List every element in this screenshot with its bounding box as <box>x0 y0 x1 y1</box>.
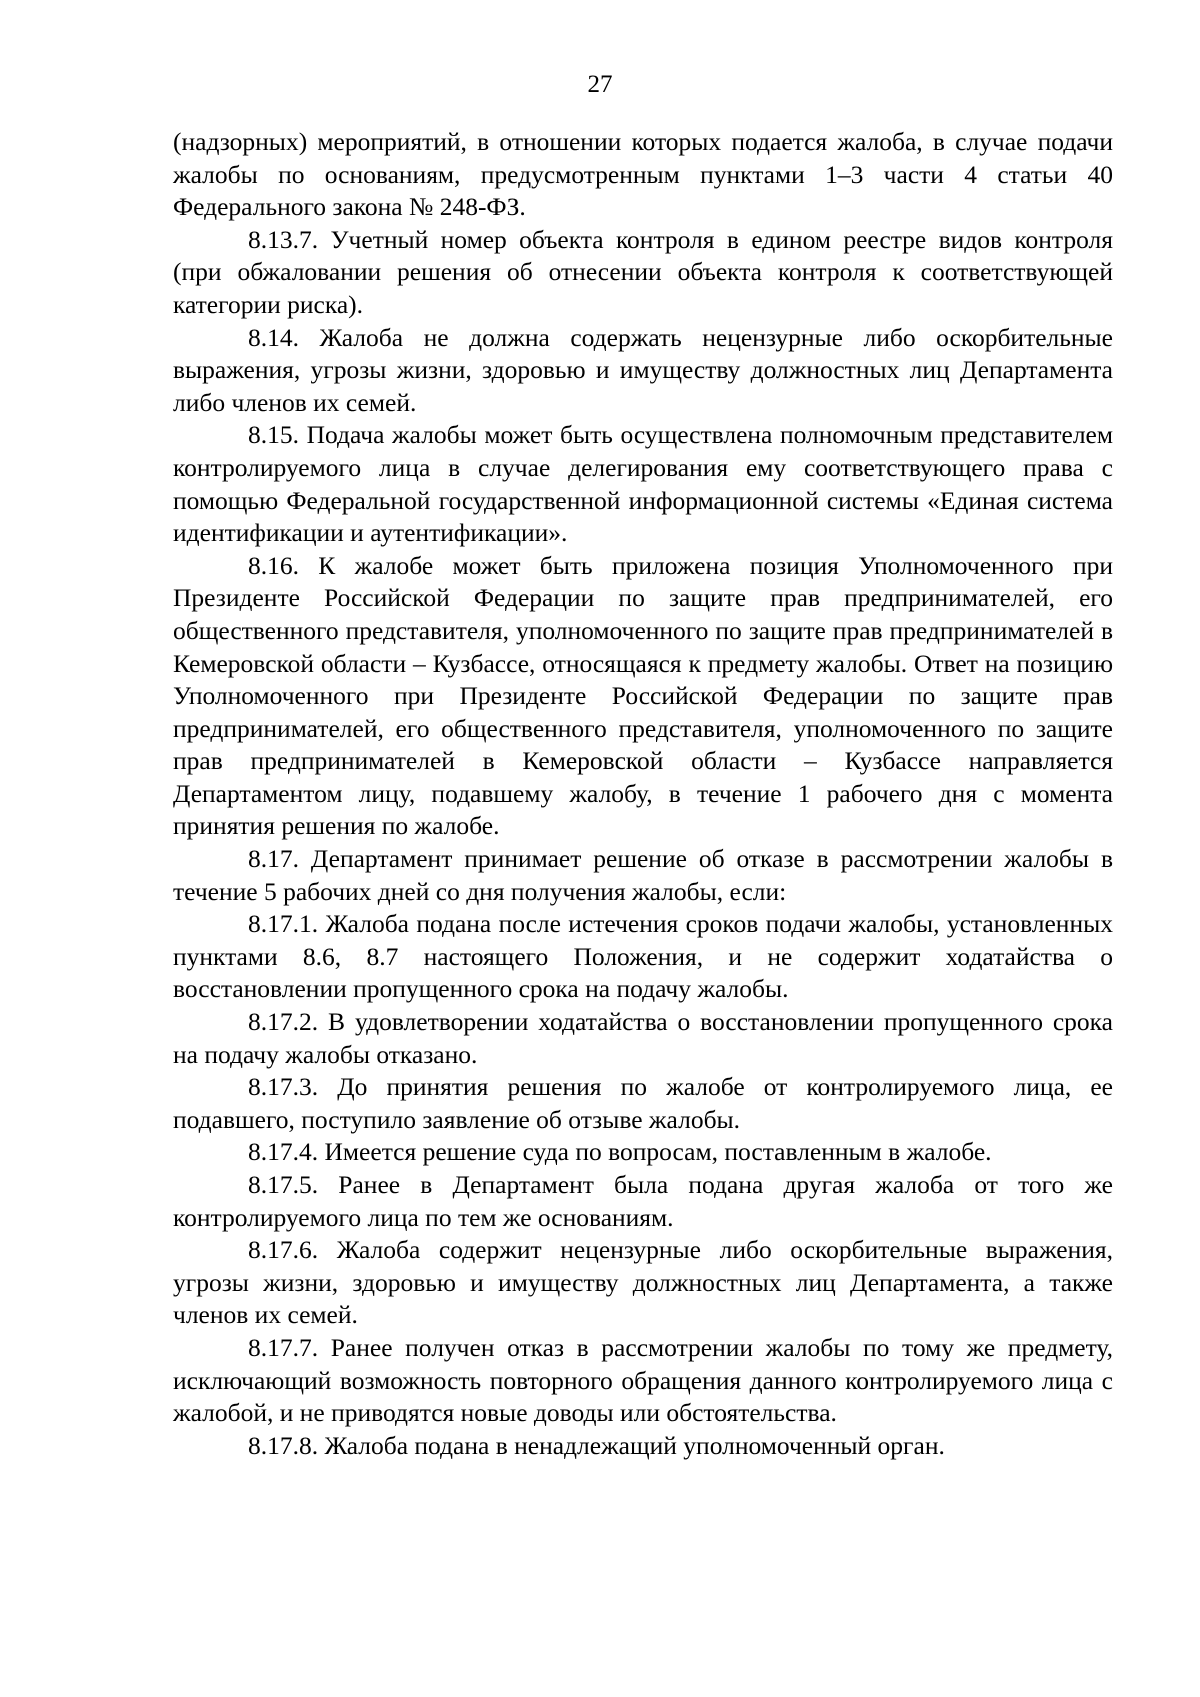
paragraph-continuation: (надзорных) мероприятий, в отношении которых подается жалоба, в случае подачи жалобы по основаниям, предусмотренным пунктами 1–3 части 4 статьи 40 Федерального закона № 248-ФЗ. <box>173 127 1113 222</box>
document-body <box>173 126 1113 1462</box>
paragraph-8-17-6: 8.17.6. Жалоба содержит нецензурные либо оскорбительные выражения, угрозы жизни, здоровью и имуществу должностных лиц Департамента, а также членов их семей. <box>173 1235 1113 1330</box>
paragraph-8-17-8: 8.17.8. Жалоба подана в ненадлежащий уполномоченный орган. <box>248 1430 945 1460</box>
paragraph-8-17: 8.17. Департамент принимает решение об отказе в рассмотрении жалобы в течение 5 рабочих дней со дня получения жалобы, если: <box>173 844 1113 906</box>
paragraph-8-13-7: 8.13.7. Учетный номер объекта контроля в едином реестре видов контроля (при обжаловании решения об отнесении объекта контроля к соответствующей категории риска). <box>173 224 1113 319</box>
paragraph-8-17-5: 8.17.5. Ранее в Департамент была подана другая жалоба от того же контролируемого лица по тем же основаниям. <box>173 1170 1113 1232</box>
page-number: 27 <box>587 71 613 98</box>
paragraph-8-17-1: 8.17.1. Жалоба подана после истечения сроков подачи жалобы, установленных пунктами 8.6, 8.7 настоящего Положения, и не содержит ходатайства о восстановлении пропущенного срока на подачу жалобы. <box>173 909 1113 1004</box>
paragraph-8-16: 8.16. К жалобе может быть приложена позиция Уполномоченного при Президенте Российской Федерации по защите прав предпринимателей, его общественного представителя, уполномоченного по защите прав предпринимателей в Кемеровской области – Кузбассе, относящаяся к предмету жалобы. Ответ на позицию Уполномоченного при Президенте Российской Федерации по защите прав предпринимателей, его общественного представителя, уполномоченного по защите прав предпринимателей в Кемеровской области – Кузбассе направляется Департаментом лицу, подавшему жалобу, в течение 1 рабочего дня с момента принятия решения по жалобе. <box>173 550 1113 841</box>
paragraph-8-14: 8.14. Жалоба не должна содержать нецензурные либо оскорбительные выражения, угрозы жизни, здоровью и имуществу должностных лиц Департамента либо членов их семей. <box>173 322 1113 417</box>
paragraph-8-17-3: 8.17.3. До принятия решения по жалобе от контролируемого лица, ее подавшего, поступило заявление об отзыве жалобы. <box>173 1072 1113 1134</box>
paragraph-8-17-4: 8.17.4. Имеется решение суда по вопросам, поставленным в жалобе. <box>248 1137 992 1167</box>
paragraph-8-17-2: 8.17.2. В удовлетворении ходатайства о восстановлении пропущенного срока на подачу жалобы отказано. <box>173 1007 1113 1069</box>
paragraph-8-15: 8.15. Подача жалобы может быть осуществлена полномочным представителем контролируемого лица в случае делегирования ему соответствующего права с помощью Федеральной государственной информационной системы «Единая система идентификации и аутентификации». <box>173 420 1113 548</box>
paragraph-8-17-7: 8.17.7. Ранее получен отказ в рассмотрении жалобы по тому же предмету, исключающий возможность повторного обращения данного контролируемого лица с жалобой, и не приводятся новые доводы или обстоятельства. <box>173 1332 1113 1428</box>
